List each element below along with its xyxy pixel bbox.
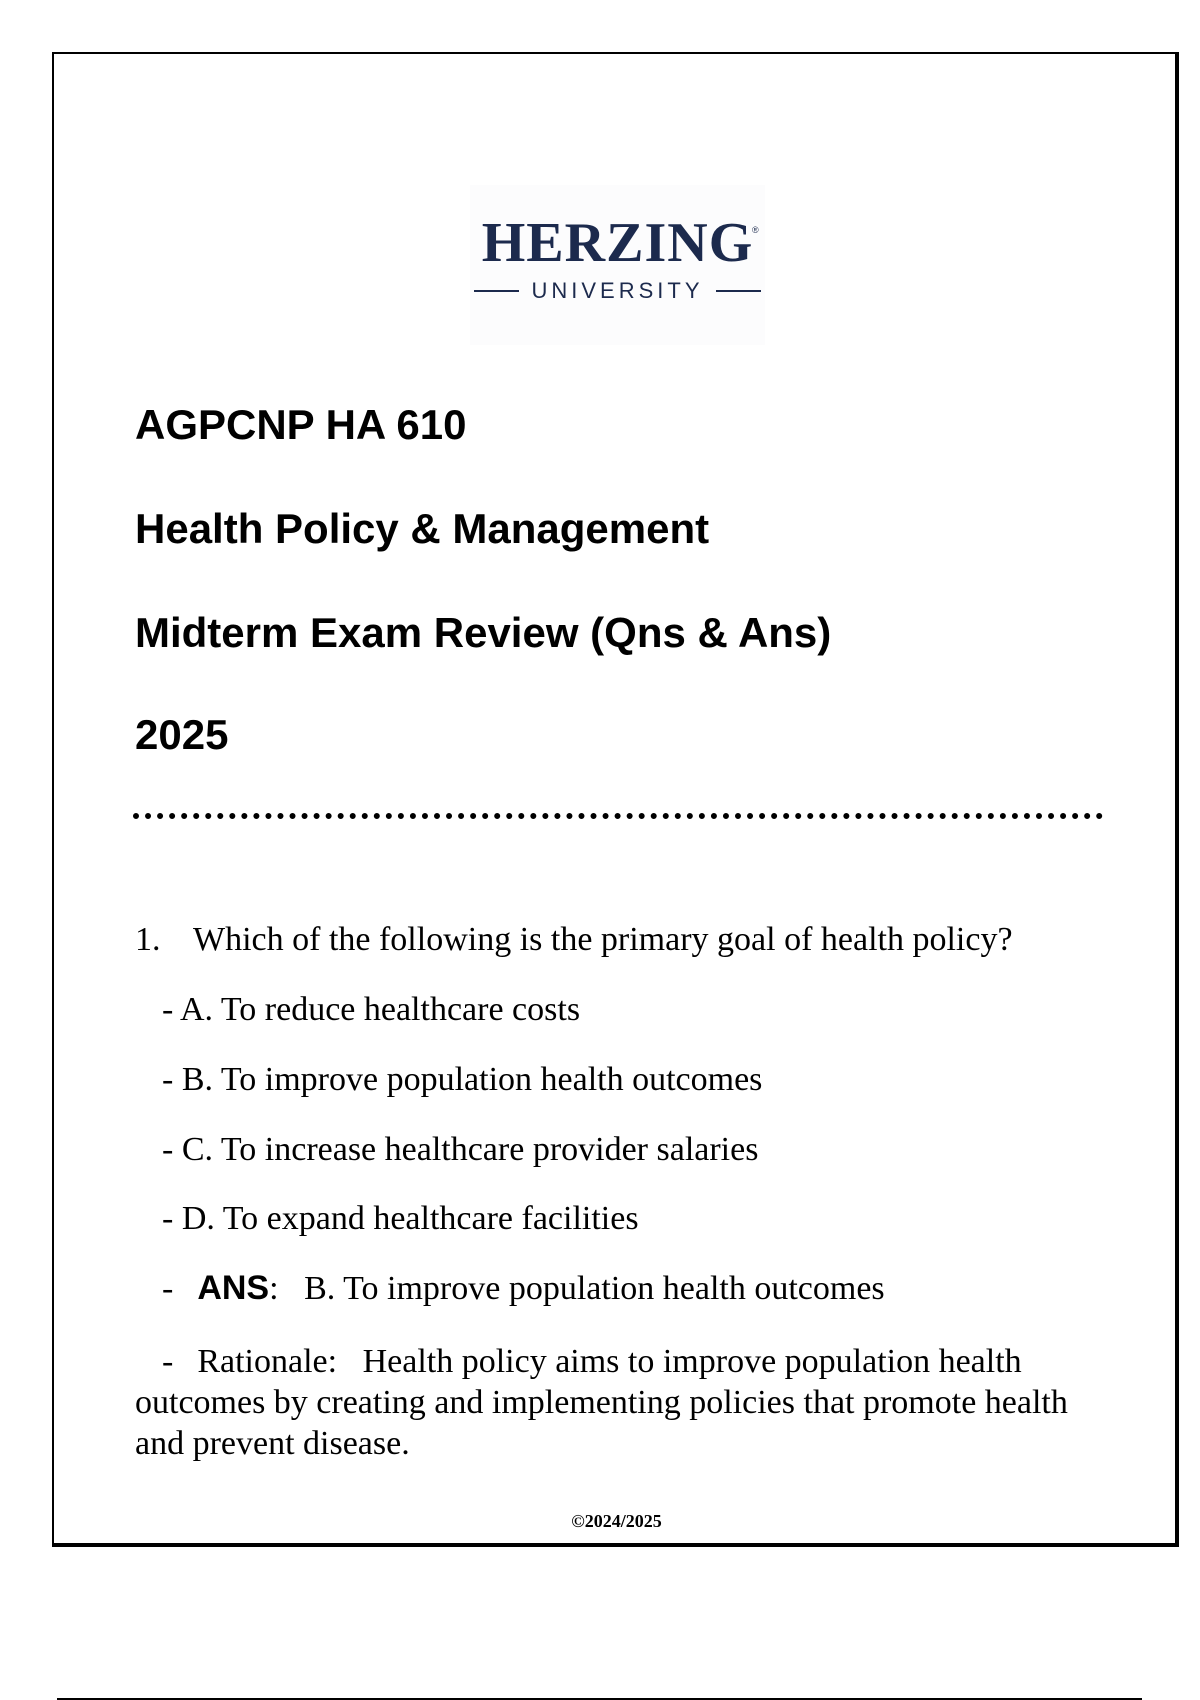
copyright-footer: ©2024/2025 <box>571 1511 662 1531</box>
exam-year: 2025 <box>135 711 229 758</box>
answer-line <box>162 1269 885 1308</box>
question-number: 1. <box>135 921 161 958</box>
option-a: - A. To reduce healthcare costs <box>162 991 581 1028</box>
question-1 <box>135 921 1013 959</box>
herzing-logo <box>470 185 765 345</box>
answer-colon: : <box>269 1270 279 1307</box>
option-b: - B. To improve population health outcomes <box>162 1061 763 1098</box>
logo-registered-mark: ® <box>752 225 759 235</box>
rationale-dash: - <box>162 1343 174 1380</box>
logo-subtitle: UNIVERSITY <box>531 278 704 303</box>
course-title: Health Policy & Management <box>135 505 710 552</box>
rationale-paragraph <box>135 1341 1105 1464</box>
dotted-separator <box>133 813 1103 819</box>
exam-title: Midterm Exam Review (Qns & Ans) <box>135 609 832 656</box>
rationale-text: Health policy aims to improve population health outcomes by creating and implementing policies that promote health and prevent disease. <box>135 1343 1068 1462</box>
rationale-label: Rationale: <box>197 1343 338 1380</box>
answer-dash: - <box>162 1270 174 1307</box>
answer-label: ANS <box>197 1269 270 1307</box>
question-text: Which of the following is the primary goal of health policy? <box>193 921 1013 958</box>
course-code: AGPCNP HA 610 <box>135 401 467 448</box>
option-d: - D. To expand healthcare facilities <box>162 1200 639 1237</box>
option-c: - C. To increase healthcare provider salaries <box>162 1131 759 1168</box>
answer-text: B. To improve population health outcomes <box>304 1270 885 1307</box>
logo-rule-right <box>716 290 761 292</box>
logo-wordmark: HERZING <box>481 212 754 274</box>
